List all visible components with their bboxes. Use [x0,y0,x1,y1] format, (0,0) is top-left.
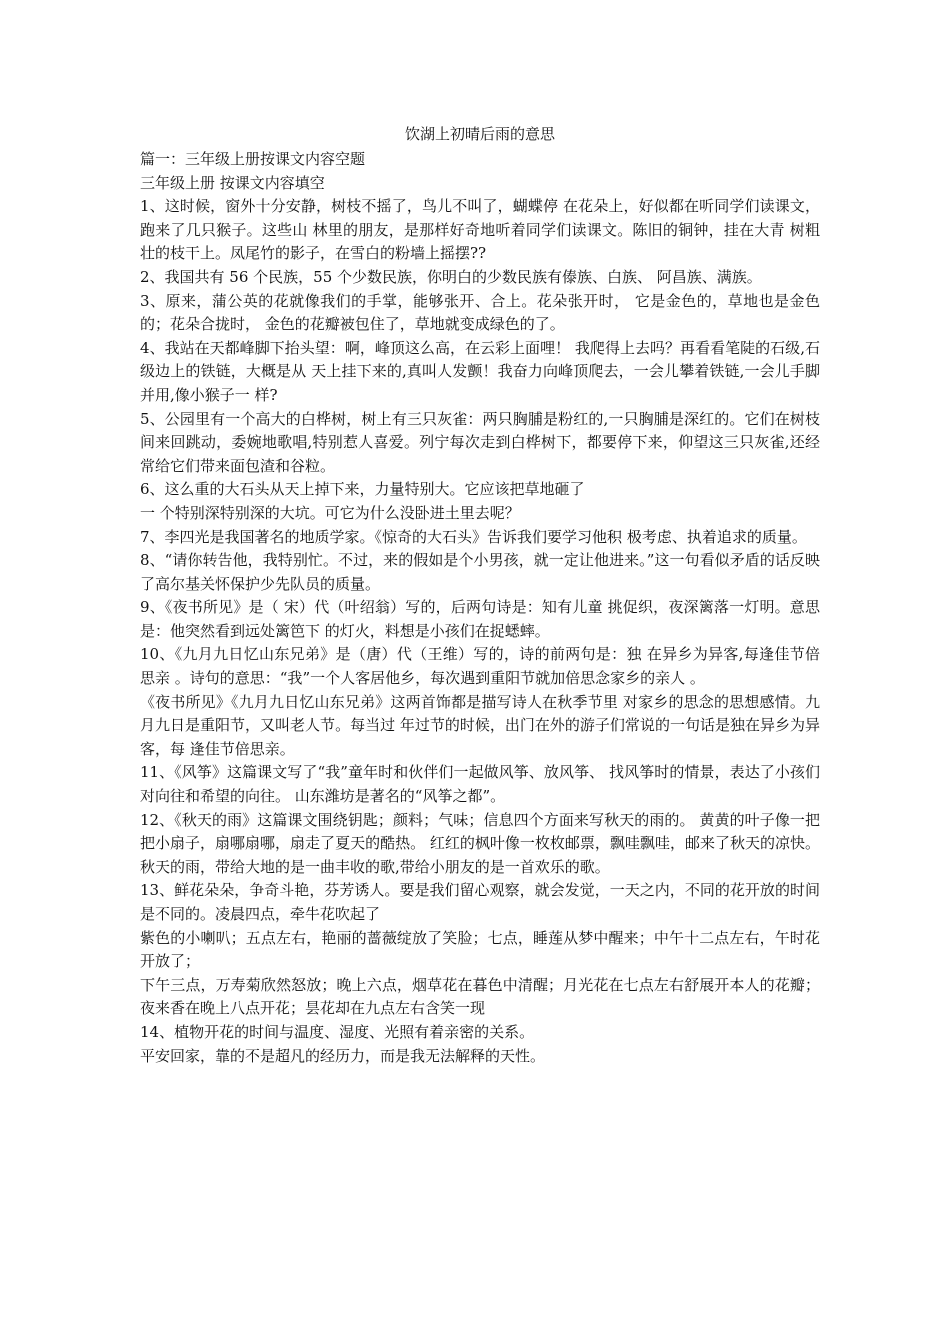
paragraph-item-7: 7、李四光是我国著名的地质学家。《惊奇的大石头》告诉我们要学习他积 极考虑、执着追求的质量。 [140,527,807,546]
paragraph-item-11: 11、《风筝》这篇课文写了“我”童年时和伙伴们一起做风筝、放风筝、 找风筝时的情景，表达了小孩们对向往和希望的向往。 山东潍坊是著名的“风筝之都”。 [140,763,820,806]
paragraph-item-13-cont-2: 下午三点，万寿菊欣然怒放；晚上六点，烟草花在暮色中清醒；月光花在七点左右舒展开本人的花瓣；夜来香在晚上八点开花；昙花却在九点左右含笑一现 [140,975,820,1018]
paragraph-heading-1: 篇一：三年级上册按课文内容空题 [140,150,366,168]
paragraph-heading-2: 三年级上册 按课文内容填空 [140,173,325,192]
paragraph-item-1: 1、这时候，窗外十分安静，树枝不摇了，鸟儿不叫了，蝴蝶停 在花朵上，好似都在听同学们读课文，跑来了几只猴子。这些山 林里的朋友，是那样好奇地听着同学们读课文。陈旧的铜钟，挂在大青 树粗壮的枝干上。凤尾竹的影子，在雪白的粉墙上摇摆?? [140,197,820,263]
paragraph-item-13-cont-1: 紫色的小喇叭；五点左右，艳丽的蔷薇绽放了笑脸；七点，睡莲从梦中醒来；中午十二点左右，午时花开放了； [140,928,820,971]
paragraph-item-14: 14、植物开花的时间与温度、湿度、光照有着亲密的关系。 [140,1022,535,1041]
paragraph-item-6-cont: 一 个特别深特别深的大坑。可它为什么没卧进土里去呢？ [140,503,520,522]
paragraph-item-5: 5、公园里有一个高大的白桦树，树上有三只灰雀：两只胸脯是粉红的,一只胸脯是深红的。它们在树枝间来回跳动，委婉地歌唱,特别惹人喜爱。列宁每次走到白桦树下，都要停下来，仰望这三只灰雀,还经常给它们带来面包渣和谷粒。 [140,409,820,475]
paragraph-item-6: 6、这么重的大石头从天上掉下来，力量特别大。它应该把草地砸了 [140,480,585,499]
paragraph-item-12: 12、《秋天的雨》这篇课文围绕钥匙；颜料；气味；信息四个方面来写秋天的雨的。 黄黄的叶子像一把把小扇子，扇哪扇哪，扇走了夏天的酷热。 红红的枫叶像一枚枚邮票，飘哇飘哇，邮来了秋天的凉快。秋天的雨，带给大地的是一曲丰收的歌,带给小朋友的是一首欢乐的歌。 [140,810,820,876]
paragraph-item-13: 13、鲜花朵朵，争奇斗艳，芬芳诱人。要是我们留心观察，就会发觉，一天之内，不同的花开放的时间是不同的。凌晨四点，牵牛花吹起了 [140,881,820,923]
document-title: 饮湖上初晴后雨的意思 [404,125,555,143]
paragraph-item-2: 2、我国共有 56 个民族，55 个少数民族，你明白的少数民族有傣族、白族、 阿昌族、满族。 [140,267,762,286]
paragraph-item-10: 10、《九月九日忆山东兄弟》是（唐）代（王维）写的，诗的前两句是：独 在异乡为异客,每逢佳节倍思亲 。诗句的意思：“我”一个人客居他乡，每次遇到重阳节就加倍思念家乡的亲人 。 [140,645,820,688]
paragraph-item-4: 4、我站在天都峰脚下抬头望：啊，峰顶这么高，在云彩上面哩！ 我爬得上去吗？再看看笔陡的石级,石级边上的铁链，大概是从 天上挂下来的,真叫人发颤！我奋力向峰顶爬去，一会儿攀着铁链,一会儿手脚并用,像小猴子一 样? [140,338,820,404]
document-page [140,124,820,1068]
paragraph-item-8: 8、“请你转告他，我特别忙。不过，来的假如是个小男孩，就一定让他进来。”这一句看似矛盾的话反映了高尔基关怀保护少先队员的质量。 [140,551,820,593]
paragraph-item-9: 9、《夜书所见》是（ 宋）代（叶绍翁）写的，后两句诗是：知有儿童 挑促织，夜深篱落一灯明。意思是：他突然看到远处篱笆下 的灯火，料想是小孩们在捉蟋蟀。 [140,598,820,640]
paragraph-item-3: 3、原来，蒲公英的花就像我们的手掌，能够张开、合上。花朵张开时， 它是金色的，草地也是金色的；花朵合拢时， 金色的花瓣被包住了，草地就变成绿色的了。 [140,291,820,334]
paragraph-poems-summary: 《夜书所见》《九月九日忆山东兄弟》这两首饰都是描写诗人在秋季节里 对家乡的思念的思想感情。九月九日是重阳节，又叫老人节。每当过 年过节的时候，出门在外的游子们常说的一句话是独在异乡为异客，每 逢佳节倍思亲。 [140,692,820,758]
paragraph-closing: 平安回家，靠的不是超凡的经历力，而是我无法解释的天性。 [140,1046,546,1065]
